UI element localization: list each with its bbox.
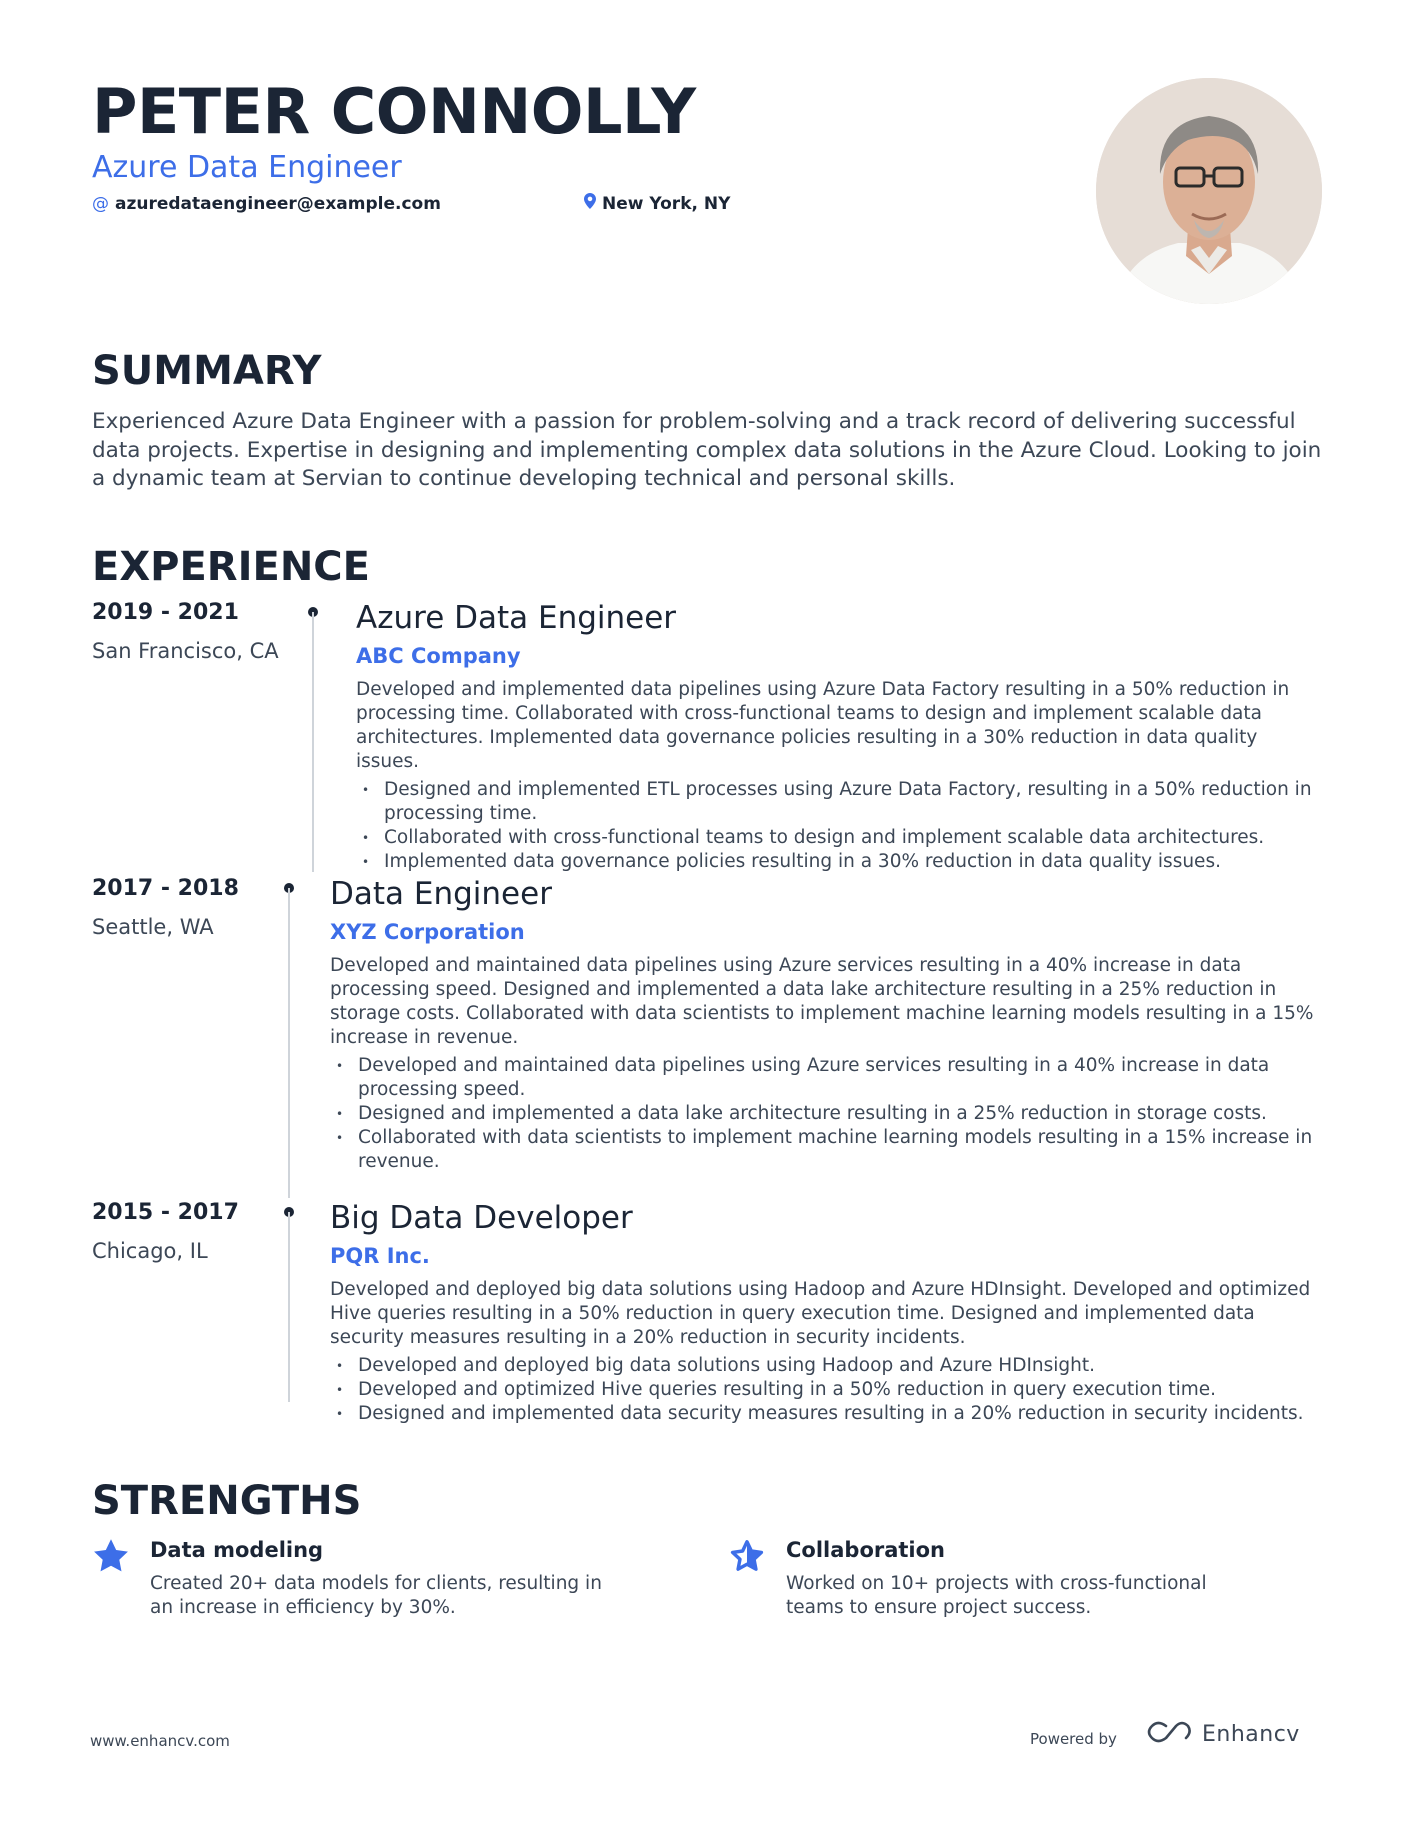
list-item: • Designed and implemented a data lake architecture resulting in a 25% reduction in storage costs. xyxy=(330,1102,1316,1126)
strengths-heading: STRENGTHS xyxy=(92,1478,362,1524)
contact-location xyxy=(584,192,730,216)
job-dates: 2015 - 2017 xyxy=(92,1200,239,1225)
job-bullets xyxy=(356,778,1316,874)
job-location: Seattle, WA xyxy=(92,915,214,939)
job-description: Developed and maintained data pipelines using Azure services resulting in a 40% increase in data processing speed. Designed and implemented a data lake architecture resulting in a 25% reduction in storage costs. Collaborated with data scientists to implement machine learning models resulting in a 15% increase in revenue. xyxy=(330,955,1314,1048)
star-outline-icon xyxy=(728,1538,766,1578)
star-filled-icon xyxy=(92,1538,130,1578)
job-location: San Francisco, CA xyxy=(92,639,279,663)
map-pin-icon xyxy=(584,192,596,216)
job-bullets xyxy=(330,1054,1316,1174)
job-title: Big Data Developer xyxy=(330,1200,633,1236)
job-body xyxy=(356,598,1316,874)
company-name: XYZ Corporation xyxy=(330,920,525,944)
timeline-line xyxy=(288,888,290,1198)
brand-logo[interactable] xyxy=(1146,1720,1300,1748)
at-icon: @ xyxy=(92,194,109,214)
list-item: • Collaborated with cross-functional teams to design and implement scalable data architectures. xyxy=(356,826,1316,850)
list-item: • Designed and implemented ETL processes using Azure Data Factory, resulting in a 50% reduction in processing time. xyxy=(356,778,1316,826)
timeline-line xyxy=(288,1212,290,1402)
job-description: Developed and deployed big data solutions using Hadoop and Azure HDInsight. Developed and optimized Hive queries resulting in a 50% reduction in query execution time. Designed and implemented data security measures resulting in a 20% reduction in security incidents. xyxy=(330,1279,1311,1348)
strength-title: Data modeling xyxy=(150,1538,324,1562)
list-item: • Collaborated with data scientists to implement machine learning models resulting in a 15% increase in revenue. xyxy=(330,1126,1316,1174)
job-description: Developed and implemented data pipelines using Azure Data Factory resulting in a 50% reduction in processing time. Collaborated with cross-functional teams to design and implement scalable data architectures. Implemented data governance policies resulting in a 30% reduction in data quality issues. xyxy=(356,679,1290,772)
list-item: • Developed and optimized Hive queries resulting in a 50% reduction in query execution time. xyxy=(330,1378,1316,1402)
list-item: • Designed and implemented data security measures resulting in a 20% reduction in security incidents. xyxy=(330,1402,1316,1426)
contact-email[interactable] xyxy=(92,192,441,216)
profile-photo xyxy=(1096,78,1322,304)
location-text: New York, NY xyxy=(602,194,731,214)
powered-by-label: Powered by xyxy=(1030,1730,1117,1748)
summary-heading: SUMMARY xyxy=(92,348,322,394)
company-name: PQR Inc. xyxy=(330,1244,430,1268)
job-body xyxy=(330,874,1316,1174)
strength-description: Created 20+ data models for clients, resulting in an increase in efficiency by 30%. xyxy=(150,1573,602,1618)
candidate-role: Azure Data Engineer xyxy=(92,150,402,185)
job-bullets xyxy=(330,1354,1316,1426)
job-dates: 2019 - 2021 xyxy=(92,600,239,625)
footer-url[interactable]: www.enhancv.com xyxy=(90,1732,230,1750)
list-item: • Developed and maintained data pipelines using Azure services resulting in a 40% increase in data processing speed. xyxy=(330,1054,1316,1102)
strength-title: Collaboration xyxy=(786,1538,946,1562)
list-item: • Developed and deployed big data solutions using Hadoop and Azure HDInsight. xyxy=(330,1354,1316,1378)
candidate-name: PETER CONNOLLY xyxy=(92,75,696,148)
experience-heading: EXPERIENCE xyxy=(92,544,370,590)
brand-name: Enhancv xyxy=(1202,1721,1300,1747)
strength-description: Worked on 10+ projects with cross-functional teams to ensure project success. xyxy=(786,1573,1207,1618)
job-body xyxy=(330,1198,1316,1426)
enhancv-logo-icon xyxy=(1146,1720,1192,1748)
summary-text: Experienced Azure Data Engineer with a passion for problem-solving and a track record of delivering successful data projects. Expertise in designing and implementing complex data solutions in the Azure Cloud. Looking to join a dynamic team at Servian to continue developing technical and personal skills. xyxy=(92,409,1322,491)
job-title: Azure Data Engineer xyxy=(356,600,677,636)
email-text: azuredataengineer@example.com xyxy=(115,194,441,214)
list-item: • Implemented data governance policies resulting in a 30% reduction in data quality issues. xyxy=(356,850,1316,874)
job-dates: 2017 - 2018 xyxy=(92,876,239,901)
job-location: Chicago, IL xyxy=(92,1239,208,1263)
timeline-line xyxy=(312,612,314,872)
job-title: Data Engineer xyxy=(330,876,552,912)
company-name: ABC Company xyxy=(356,644,521,668)
